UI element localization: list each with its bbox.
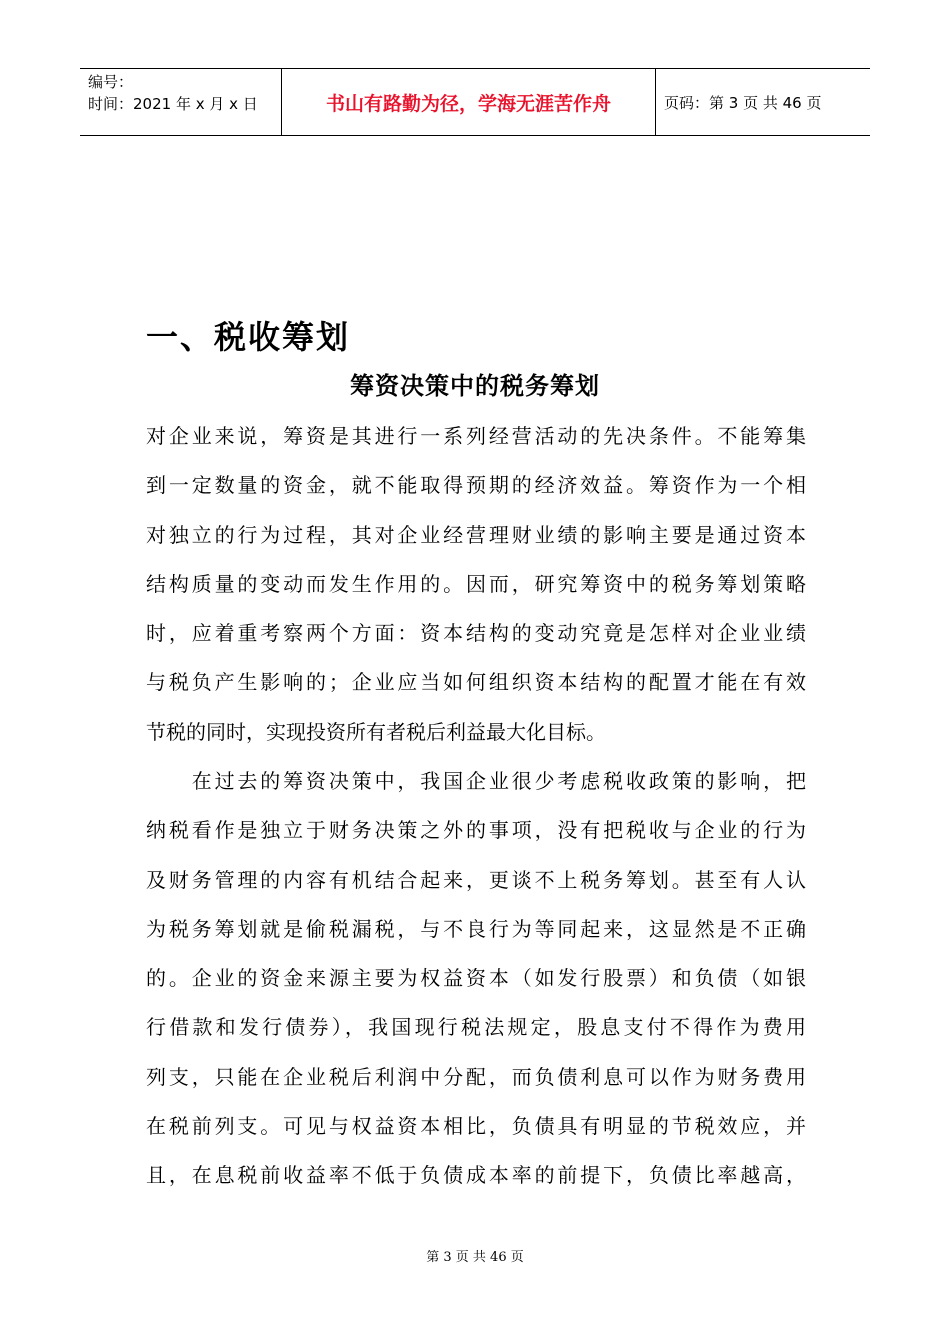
paragraph-line: 且，在息税前收益率不低于负债成本率的前提下，负债比率越高， xyxy=(146,1163,806,1188)
paragraph-line: 结构质量的变动而发生作用的。因而，研究筹资中的税务筹划策略 xyxy=(146,571,806,596)
paragraph-2 xyxy=(146,757,806,1201)
paragraph-line: 对独立的行为过程，其对企业经营理财业绩的影响主要是通过资本 xyxy=(146,522,806,547)
paragraph-line: 及财务管理的内容有机结合起来，更谈不上税务筹划。甚至有人认 xyxy=(146,867,806,892)
header-meta xyxy=(80,69,282,135)
paragraph-line: 到一定数量的资金，就不能取得预期的经济效益。筹资作为一个相 xyxy=(146,473,806,498)
paragraph-line: 时，应着重考察两个方面：资本结构的变动究竟是怎样对企业业绩 xyxy=(146,621,806,646)
page-header xyxy=(80,68,870,136)
header-page-code-cell xyxy=(656,69,870,135)
document-number-label: 编号： xyxy=(88,73,134,91)
paragraph-line: 与税负产生影响的；企业应当如何组织资本结构的配置才能在有效 xyxy=(146,670,806,695)
paragraph-line: 列支，只能在企业税后利润中分配，而负债利息可以作为财务费用 xyxy=(146,1064,806,1089)
paragraph-line: 纳税看作是独立于财务决策之外的事项，没有把税收与企业的行为 xyxy=(146,818,806,843)
paragraph-line: 节税的同时，实现投资所有者税后利益最大化目标。 xyxy=(146,719,606,744)
paragraph-line: 行借款和发行债券），我国现行税法规定，股息支付不得作为费用 xyxy=(146,1015,806,1040)
header-motto-cell xyxy=(282,69,656,135)
paragraph-line: 的。企业的资金来源主要为权益资本（如发行股票）和负债（如银 xyxy=(146,966,806,991)
paragraph-line: 对企业来说，筹资是其进行一系列经营活动的先决条件。不能筹集 xyxy=(146,424,806,448)
header-page-code: 页码：第 3 页 共 46 页 xyxy=(664,93,822,112)
paragraph-1 xyxy=(146,412,806,757)
paragraph-line: 在过去的筹资决策中，我国企业很少考虑税收政策的影响，把 xyxy=(146,769,806,793)
header-motto: 书山有路勤为径，学海无涯苦作舟 xyxy=(325,92,611,115)
paragraph-line: 为税务筹划就是偷税漏税，与不良行为等同起来，这显然是不正确 xyxy=(146,916,806,941)
article-title: 筹资决策中的税务筹划 xyxy=(350,371,600,400)
document-date: 时间：2021 年 x 月 x 日 xyxy=(88,95,258,113)
section-heading: 一、税收筹划 xyxy=(146,318,351,356)
paragraph-line: 在税前列支。可见与权益资本相比，负债具有明显的节税效应，并 xyxy=(146,1114,806,1139)
page-footer: 第 3 页 共 46 页 xyxy=(426,1250,524,1265)
